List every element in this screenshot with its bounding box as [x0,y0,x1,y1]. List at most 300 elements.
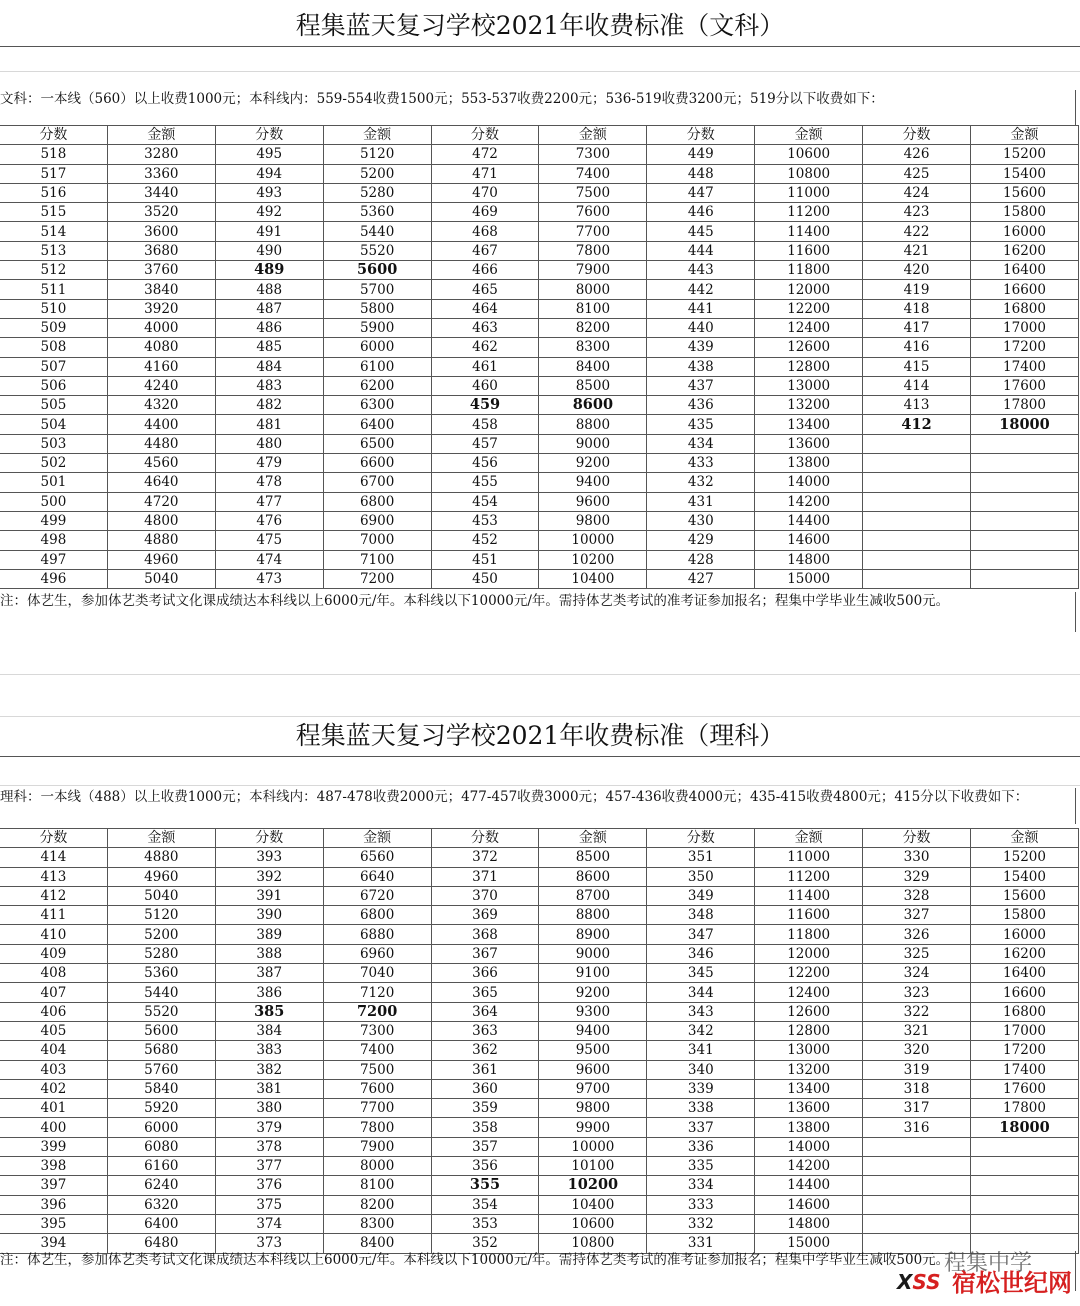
header-amount: 金额 [323,126,431,145]
amount-cell: 4160 [107,357,215,376]
table-row [0,964,1079,983]
score-cell: 513 [0,241,107,260]
score-cell: 345 [647,964,755,983]
amount-cell: 5800 [323,299,431,318]
score-cell: 331 [647,1234,755,1253]
amount-cell: 9600 [539,492,647,511]
arts-note: 注：体艺生，参加体艺类考试文化课成绩达本科线以上6000元/年。本科线以下10000元/年。需持体艺类考试的准考证参加报名；程集中学毕业生减收500元。 [0,592,1076,632]
score-cell: 417 [863,318,971,337]
amount-cell: 6600 [323,454,431,473]
amount-cell: 12600 [755,1002,863,1021]
amount-cell: 11600 [755,906,863,925]
amount-cell: 16600 [971,983,1079,1002]
amount-cell: 8100 [323,1176,431,1195]
score-cell: 474 [215,550,323,569]
amount-cell: 13800 [755,1118,863,1137]
score-cell: 469 [431,203,539,222]
header-amount: 金额 [107,829,215,848]
amount-cell: 6900 [323,511,431,530]
score-cell: 397 [0,1176,107,1195]
score-cell: 419 [863,280,971,299]
header-score: 分数 [863,126,971,145]
amount-cell [971,473,1079,492]
score-cell: 499 [0,511,107,530]
table-row [0,357,1079,376]
amount-cell: 17600 [971,1079,1079,1098]
amount-cell: 15200 [971,848,1079,867]
table-row [0,1118,1079,1137]
score-cell: 467 [431,241,539,260]
amount-cell: 10800 [755,164,863,183]
header-score: 分数 [215,829,323,848]
score-cell: 430 [647,511,755,530]
amount-cell: 5920 [107,1099,215,1118]
score-cell: 431 [647,492,755,511]
header-score: 分数 [647,829,755,848]
table-row [0,299,1079,318]
amount-cell: 5520 [107,1002,215,1021]
score-cell: 429 [647,531,755,550]
amount-cell: 14800 [755,550,863,569]
amount-cell: 12000 [755,944,863,963]
score-cell: 494 [215,164,323,183]
amount-cell [971,511,1079,530]
amount-cell: 6880 [323,925,431,944]
score-cell: 448 [647,164,755,183]
table-row [0,318,1079,337]
amount-cell: 17000 [971,318,1079,337]
score-cell: 470 [431,183,539,202]
score-cell: 402 [0,1079,107,1098]
score-cell: 427 [647,569,755,588]
amount-cell: 4240 [107,376,215,395]
score-cell: 457 [431,434,539,453]
score-cell: 342 [647,1021,755,1040]
score-cell: 346 [647,944,755,963]
amount-cell: 4560 [107,454,215,473]
amount-cell: 10200 [539,1176,647,1195]
score-cell: 373 [215,1234,323,1253]
amount-cell: 17800 [971,1099,1079,1118]
amount-cell: 9400 [539,473,647,492]
score-cell: 483 [215,376,323,395]
score-cell: 493 [215,183,323,202]
score-cell: 443 [647,261,755,280]
amount-cell: 7200 [323,569,431,588]
score-cell: 344 [647,983,755,1002]
score-cell: 372 [431,848,539,867]
amount-cell: 14000 [755,1137,863,1156]
score-cell: 434 [647,434,755,453]
score-cell: 447 [647,183,755,202]
score-cell [863,531,971,550]
table-row [0,473,1079,492]
header-amount: 金额 [539,126,647,145]
score-cell: 416 [863,338,971,357]
score-cell: 324 [863,964,971,983]
amount-cell [971,492,1079,511]
amount-cell: 12800 [755,1021,863,1040]
score-cell: 435 [647,415,755,434]
amount-cell [971,1214,1079,1233]
score-cell: 374 [215,1214,323,1233]
amount-cell: 9300 [539,1002,647,1021]
amount-cell: 3680 [107,241,215,260]
score-cell: 347 [647,925,755,944]
score-cell [863,1157,971,1176]
table-row [0,1002,1079,1021]
amount-cell: 12200 [755,964,863,983]
score-cell: 326 [863,925,971,944]
amount-cell: 5700 [323,280,431,299]
amount-cell: 7600 [323,1079,431,1098]
amount-cell: 6960 [323,944,431,963]
score-cell [863,473,971,492]
score-cell: 408 [0,964,107,983]
amount-cell: 7100 [323,550,431,569]
score-cell: 337 [647,1118,755,1137]
amount-cell: 5760 [107,1060,215,1079]
score-cell: 367 [431,944,539,963]
score-cell: 471 [431,164,539,183]
amount-cell: 17600 [971,376,1079,395]
score-cell: 369 [431,906,539,925]
score-cell: 349 [647,886,755,905]
amount-cell: 4000 [107,318,215,337]
score-cell: 465 [431,280,539,299]
amount-cell: 14400 [755,1176,863,1195]
amount-cell: 13400 [755,1079,863,1098]
score-cell: 490 [215,241,323,260]
score-cell: 400 [0,1118,107,1137]
score-cell: 452 [431,531,539,550]
amount-cell: 12400 [755,983,863,1002]
amount-cell: 9600 [539,1060,647,1079]
header-score: 分数 [647,126,755,145]
score-cell: 455 [431,473,539,492]
score-cell: 451 [431,550,539,569]
table-row [0,944,1079,963]
arts-blank-row-3 [0,674,1080,717]
amount-cell: 15600 [971,183,1079,202]
amount-cell: 17400 [971,1060,1079,1079]
amount-cell: 7300 [323,1021,431,1040]
amount-cell [971,1176,1079,1195]
table-row [0,511,1079,530]
score-cell: 329 [863,867,971,886]
amount-cell: 16200 [971,944,1079,963]
amount-cell: 7700 [539,222,647,241]
score-cell: 335 [647,1157,755,1176]
amount-cell: 6800 [323,492,431,511]
score-cell: 478 [215,473,323,492]
amount-cell: 8500 [539,376,647,395]
amount-cell: 12200 [755,299,863,318]
score-cell: 401 [0,1099,107,1118]
score-cell: 423 [863,203,971,222]
amount-cell: 8000 [539,280,647,299]
amount-cell: 11200 [755,203,863,222]
score-cell: 390 [215,906,323,925]
amount-cell: 9800 [539,511,647,530]
score-cell: 391 [215,886,323,905]
amount-cell: 11200 [755,867,863,886]
amount-cell: 7200 [323,1002,431,1021]
amount-cell: 5600 [323,261,431,280]
score-cell: 453 [431,511,539,530]
amount-cell: 8400 [539,357,647,376]
amount-cell: 3920 [107,299,215,318]
score-cell: 319 [863,1060,971,1079]
table-row [0,1137,1079,1156]
score-cell: 376 [215,1176,323,1195]
amount-cell: 4800 [107,511,215,530]
score-cell: 353 [431,1214,539,1233]
score-cell: 348 [647,906,755,925]
score-cell: 442 [647,280,755,299]
amount-cell: 6160 [107,1157,215,1176]
score-cell: 518 [0,145,107,164]
table-row [0,550,1079,569]
amount-cell: 5440 [107,983,215,1002]
score-cell: 411 [0,906,107,925]
amount-cell: 6300 [323,396,431,415]
score-cell: 477 [215,492,323,511]
score-cell: 473 [215,569,323,588]
header-score: 分数 [0,829,107,848]
amount-cell: 8400 [323,1234,431,1253]
amount-cell: 16400 [971,261,1079,280]
amount-cell: 17800 [971,396,1079,415]
score-cell: 449 [647,145,755,164]
amount-cell: 14400 [755,511,863,530]
amount-cell [971,569,1079,588]
table-row [0,203,1079,222]
amount-cell: 9900 [539,1118,647,1137]
score-cell: 444 [647,241,755,260]
score-cell: 407 [0,983,107,1002]
amount-cell: 5840 [107,1079,215,1098]
amount-cell: 15000 [755,569,863,588]
amount-cell [971,1137,1079,1156]
amount-cell: 7900 [323,1137,431,1156]
amount-cell: 5520 [323,241,431,260]
score-cell: 502 [0,454,107,473]
score-cell: 325 [863,944,971,963]
amount-cell: 6000 [107,1118,215,1137]
score-cell: 371 [431,867,539,886]
score-cell: 386 [215,983,323,1002]
table-row [0,1195,1079,1214]
table-row [0,1041,1079,1060]
score-cell: 487 [215,299,323,318]
amount-cell: 12600 [755,338,863,357]
amount-cell: 4480 [107,434,215,453]
score-cell: 466 [431,261,539,280]
amount-cell: 8700 [539,886,647,905]
header-amount: 金额 [323,829,431,848]
score-cell: 368 [431,925,539,944]
score-cell: 450 [431,569,539,588]
table-row [0,569,1079,588]
amount-cell: 13800 [755,454,863,473]
score-cell: 515 [0,203,107,222]
amount-cell: 15200 [971,145,1079,164]
score-cell: 360 [431,1079,539,1098]
score-cell: 454 [431,492,539,511]
header-amount: 金额 [971,126,1079,145]
xss-logo: XSS [897,1270,941,1294]
amount-cell: 16800 [971,1002,1079,1021]
score-cell: 333 [647,1195,755,1214]
amount-cell: 12400 [755,318,863,337]
amount-cell: 17200 [971,338,1079,357]
amount-cell: 7600 [539,203,647,222]
amount-cell: 5360 [107,964,215,983]
amount-cell: 9000 [539,944,647,963]
score-cell: 480 [215,434,323,453]
amount-cell: 16000 [971,222,1079,241]
table-row [0,1099,1079,1118]
score-cell: 439 [647,338,755,357]
amount-cell: 8800 [539,906,647,925]
score-cell [863,434,971,453]
score-cell: 428 [647,550,755,569]
score-cell: 330 [863,848,971,867]
amount-cell: 6320 [107,1195,215,1214]
amount-cell: 13000 [755,376,863,395]
table-row [0,183,1079,202]
amount-cell: 5360 [323,203,431,222]
score-cell: 387 [215,964,323,983]
score-cell [863,1176,971,1195]
score-cell: 437 [647,376,755,395]
score-cell: 422 [863,222,971,241]
amount-cell: 16400 [971,964,1079,983]
score-cell: 415 [863,357,971,376]
amount-cell: 9000 [539,434,647,453]
score-cell: 425 [863,164,971,183]
amount-cell [971,550,1079,569]
amount-cell: 7900 [539,261,647,280]
table-row [0,280,1079,299]
arts-fee-table [0,125,1079,589]
table-row [0,454,1079,473]
score-cell: 398 [0,1157,107,1176]
amount-cell [971,531,1079,550]
amount-cell [971,1195,1079,1214]
header-amount: 金额 [755,126,863,145]
table-row [0,867,1079,886]
table-row [0,338,1079,357]
score-cell: 462 [431,338,539,357]
score-cell: 379 [215,1118,323,1137]
amount-cell: 6700 [323,473,431,492]
score-cell: 363 [431,1021,539,1040]
score-cell [863,1137,971,1156]
amount-cell: 10000 [539,531,647,550]
amount-cell: 10600 [539,1214,647,1233]
score-cell: 362 [431,1041,539,1060]
amount-cell: 16800 [971,299,1079,318]
score-cell: 405 [0,1021,107,1040]
score-cell: 438 [647,357,755,376]
score-cell: 436 [647,396,755,415]
score-cell: 418 [863,299,971,318]
arts-blank-row [0,47,1080,72]
score-cell: 412 [0,886,107,905]
site-name: 宿松世纪网 [952,1269,1072,1297]
table-row [0,261,1079,280]
score-cell: 375 [215,1195,323,1214]
amount-cell: 7300 [539,145,647,164]
amount-cell: 11400 [755,886,863,905]
score-cell: 377 [215,1157,323,1176]
score-cell: 424 [863,183,971,202]
table-row [0,415,1079,434]
score-cell: 406 [0,1002,107,1021]
science-sheet [0,716,1080,1306]
score-cell: 409 [0,944,107,963]
amount-cell: 11400 [755,222,863,241]
table-row [0,925,1079,944]
header-amount: 金额 [971,829,1079,848]
score-cell: 514 [0,222,107,241]
score-cell: 504 [0,415,107,434]
score-cell: 394 [0,1234,107,1253]
amount-cell: 8300 [539,338,647,357]
score-cell: 340 [647,1060,755,1079]
amount-cell: 3280 [107,145,215,164]
score-cell: 496 [0,569,107,588]
amount-cell: 7000 [323,531,431,550]
amount-cell: 6400 [107,1214,215,1233]
score-cell: 357 [431,1137,539,1156]
score-cell: 475 [215,531,323,550]
amount-cell: 13400 [755,415,863,434]
score-cell: 350 [647,867,755,886]
watermark [897,1246,1072,1298]
score-cell: 479 [215,454,323,473]
score-cell: 491 [215,222,323,241]
score-cell: 497 [0,550,107,569]
header-score: 分数 [0,126,107,145]
score-cell: 440 [647,318,755,337]
amount-cell: 8600 [539,396,647,415]
amount-cell: 10200 [539,550,647,569]
amount-cell: 7040 [323,964,431,983]
score-cell: 323 [863,983,971,1002]
amount-cell: 4400 [107,415,215,434]
amount-cell: 15000 [755,1234,863,1253]
amount-cell: 9700 [539,1079,647,1098]
amount-cell: 7400 [323,1041,431,1060]
score-cell: 459 [431,396,539,415]
score-cell: 332 [647,1214,755,1233]
amount-cell: 13600 [755,434,863,453]
amount-cell: 8200 [323,1195,431,1214]
score-cell: 414 [863,376,971,395]
score-cell: 461 [431,357,539,376]
amount-cell: 3440 [107,183,215,202]
amount-cell: 6560 [323,848,431,867]
amount-cell: 4960 [107,550,215,569]
score-cell: 361 [431,1060,539,1079]
amount-cell: 10800 [539,1234,647,1253]
score-cell: 486 [215,318,323,337]
score-cell: 495 [215,145,323,164]
arts-blank-row-2 [0,632,1080,675]
